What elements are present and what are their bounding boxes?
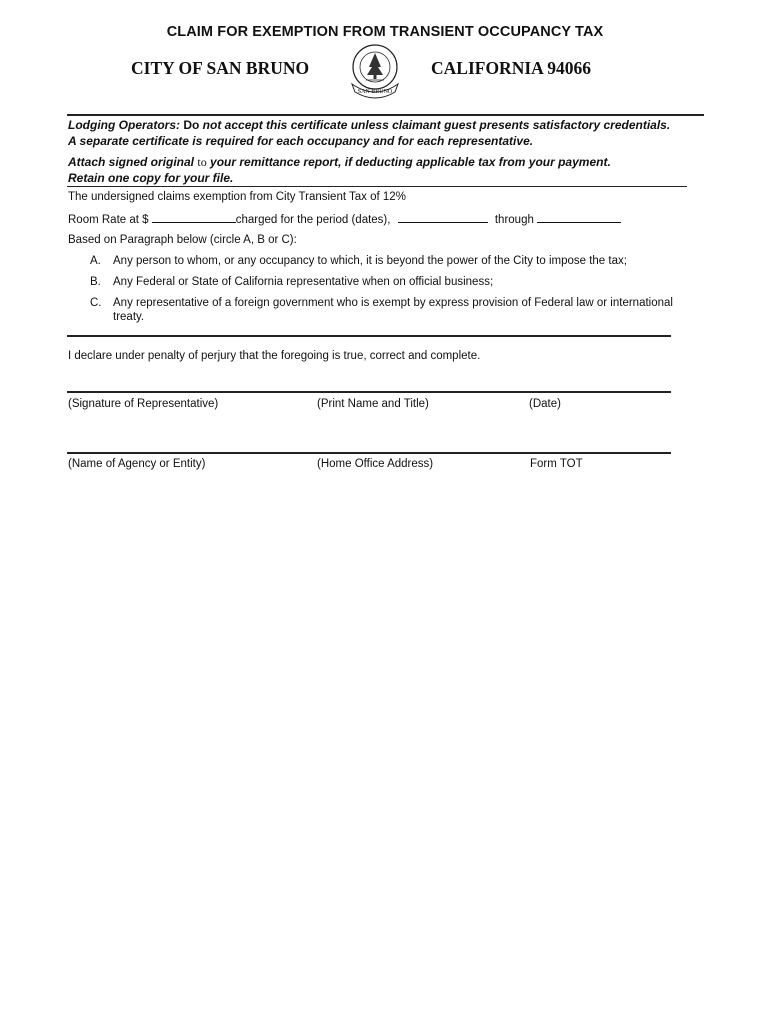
agency-line[interactable] (67, 452, 671, 454)
instructions-line-2: A separate certificate is required for each occupancy and for each representative. (68, 134, 534, 148)
option-a-letter[interactable]: A. (90, 255, 101, 267)
through-label: through (494, 214, 534, 226)
instructions-line-3 (68, 155, 611, 170)
instructions-line1-rest: not accept this certificate unless claimant guest presents satisfactory credentials. (199, 118, 671, 132)
instructions-line-1 (68, 118, 670, 132)
city-seal-icon (344, 40, 406, 102)
option-c-text: Any representative of a foreign government who is exempt by express provision of Federal law or international (113, 297, 673, 309)
option-c-text-cont: treaty. (113, 311, 145, 323)
instructions-line3-to: to (197, 155, 207, 169)
form-title: CLAIM FOR EXEMPTION FROM TRANSIENT OCCUPANCY TAX (166, 24, 604, 40)
declaration: I declare under penalty of perjury that the foregoing is true, correct and complete. (68, 350, 481, 362)
instructions-line-4: Retain one copy for your file. (68, 171, 234, 185)
address-label: (Home Office Address) (317, 458, 434, 470)
instructions-do: Do (183, 118, 200, 132)
signature-label: (Signature of Representative) (68, 398, 219, 410)
state-zip: CALIFORNIA 94066 (431, 58, 591, 78)
instructions-divider (67, 186, 687, 187)
option-c-letter[interactable]: C. (90, 297, 102, 309)
options-divider (67, 335, 671, 337)
signature-line[interactable] (67, 391, 671, 393)
seal-text: SAN BRUNO (357, 89, 393, 95)
print-name-label: (Print Name and Title) (317, 398, 429, 410)
header-divider (67, 114, 704, 116)
claim-line: The undersigned claims exemption from City Transient Tax of 12% (68, 191, 406, 203)
room-rate-field[interactable] (152, 212, 236, 223)
date-label: (Date) (529, 398, 561, 410)
charged-label: charged for the period (dates), (235, 214, 391, 226)
form-id: Form TOT (530, 458, 583, 470)
instructions-line3-a: Attach signed original (68, 155, 198, 169)
option-a-text: Any person to whom, or any occupancy to which, it is beyond the power of the City to impose the tax; (113, 255, 627, 267)
option-b-letter[interactable]: B. (90, 276, 101, 288)
room-rate-label: Room Rate at $ (68, 214, 149, 226)
instructions-lead: Lodging Operators: (68, 118, 180, 132)
city-name: CITY OF SAN BRUNO (131, 58, 310, 78)
period-start-field[interactable] (398, 212, 488, 223)
instructions-line3-c: your remittance report, if deducting applicable tax from your payment. (206, 155, 611, 169)
option-b-text: Any Federal or State of California representative when on official business; (113, 276, 494, 288)
period-end-field[interactable] (537, 212, 621, 223)
room-rate-line (68, 212, 621, 226)
basis-label: Based on Paragraph below (circle A, B or C): (68, 234, 297, 246)
agency-label: (Name of Agency or Entity) (68, 458, 206, 470)
